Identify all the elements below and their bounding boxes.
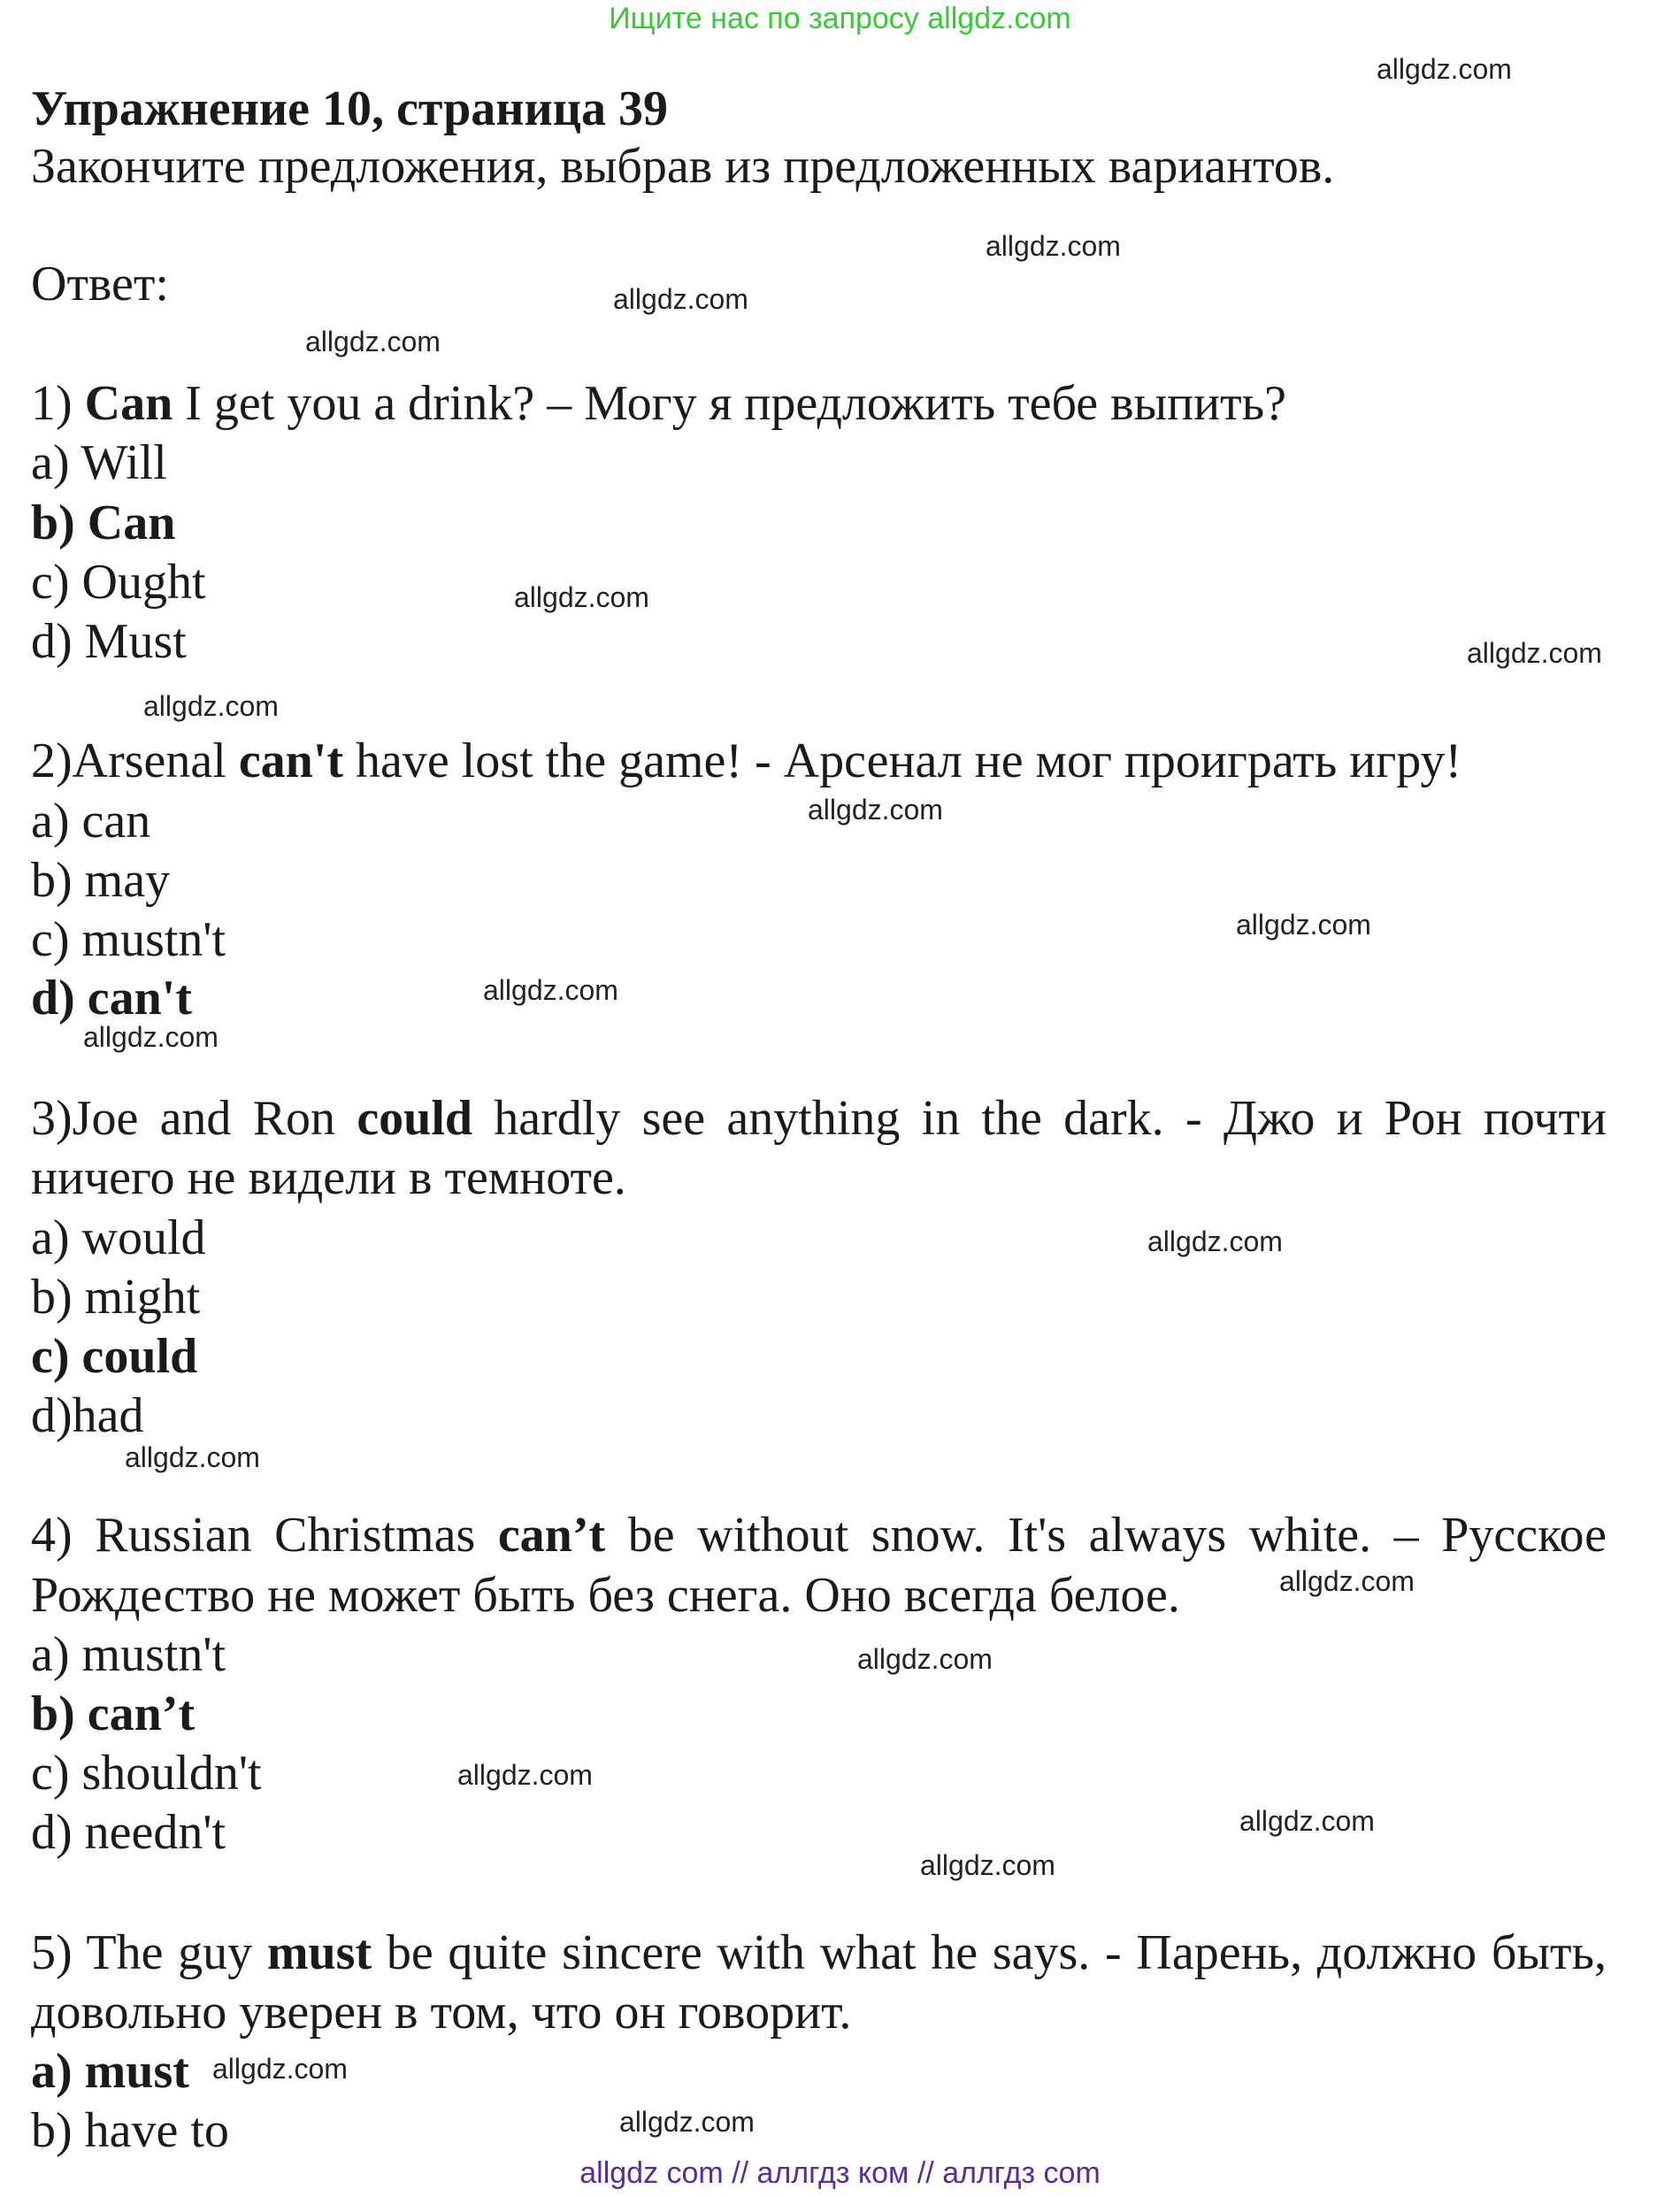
q4-option-d: d) needn't xyxy=(31,1805,226,1860)
answer-label: Ответ: xyxy=(31,257,169,311)
q2-option-c: c) mustn't xyxy=(31,912,226,967)
watermark: allgdz.com xyxy=(986,230,1121,262)
watermark: allgdz.com xyxy=(619,2106,755,2138)
q2-option-b: b) may xyxy=(31,853,171,908)
q1-option-b: b) Can xyxy=(31,495,176,550)
question-answer-word: could xyxy=(357,1091,473,1146)
q3-option-d: d)had xyxy=(31,1388,144,1443)
q5-option-b: b) have to xyxy=(31,2103,229,2158)
watermark: allgdz.com xyxy=(1377,53,1512,85)
instruction-text: Закончите предложения, выбрав из предложенных вариантов. xyxy=(31,139,1335,194)
watermark: allgdz.com xyxy=(808,794,943,826)
watermark: allgdz.com xyxy=(857,1643,993,1675)
watermark: allgdz.com xyxy=(212,2053,348,2085)
question-rest: be quite sincere with what he says. - Парень, должно быть, xyxy=(372,1925,1607,1980)
q3-option-c: c) could xyxy=(31,1329,198,1384)
q1-option-c: c) Ought xyxy=(31,555,206,610)
watermark: allgdz.com xyxy=(305,326,441,357)
question-4 xyxy=(31,1508,1607,1563)
watermark: allgdz.com xyxy=(1147,1225,1283,1257)
question-prefix: 1) xyxy=(31,376,85,431)
question-prefix: 5) The guy xyxy=(31,1925,267,1980)
q4-option-a: a) mustn't xyxy=(31,1627,226,1682)
question-rest: have lost the game! - Арсенал не мог проиграть игру! xyxy=(343,734,1462,788)
watermark: allgdz.com xyxy=(1239,1805,1375,1837)
q3-option-b: b) might xyxy=(31,1270,201,1325)
question-prefix: 2)Arsenal xyxy=(31,734,239,788)
question-answer-word: must xyxy=(266,1925,372,1980)
question-4-line-2: Рождество не может быть без снега. Оно всегда белое. xyxy=(31,1568,1180,1623)
watermark: allgdz.com xyxy=(1467,637,1602,669)
q3-option-a: a) would xyxy=(31,1210,206,1265)
search-banner[interactable]: Ищите нас по запросу allgdz.com xyxy=(609,2,1071,35)
question-3-line-2: ничего не видели в темноте. xyxy=(31,1150,626,1205)
watermark: allgdz.com xyxy=(1236,909,1371,941)
footer-links[interactable]: allgdz com // аллгдз ком // аллгдз com xyxy=(579,2156,1101,2190)
question-5-line-2: довольно уверен в том, что он говорит. xyxy=(31,1985,852,2040)
question-rest: hardly see anything in the dark. - Джо и Рон почти xyxy=(472,1091,1607,1146)
watermark: allgdz.com xyxy=(83,1021,219,1053)
question-2 xyxy=(31,736,1461,786)
watermark: allgdz.com xyxy=(920,1849,1055,1881)
question-5 xyxy=(31,1925,1607,1980)
question-rest: be without snow. It's always white. – Русское xyxy=(605,1508,1607,1563)
q4-option-b: b) can’t xyxy=(31,1686,196,1741)
question-answer-word: Can xyxy=(84,376,173,431)
watermark: allgdz.com xyxy=(125,1441,260,1473)
question-prefix: 4) Russian Christmas xyxy=(31,1508,498,1563)
watermark: allgdz.com xyxy=(457,1759,593,1791)
question-answer-word: can't xyxy=(238,734,344,788)
watermark: allgdz.com xyxy=(483,974,618,1006)
q5-option-a: a) must xyxy=(31,2044,189,2099)
watermark: allgdz.com xyxy=(143,690,279,722)
q4-option-c: c) shouldn't xyxy=(31,1746,262,1801)
question-rest: I get you a drink? – Могу я предложить тебе выпить? xyxy=(173,376,1286,431)
question-3 xyxy=(31,1091,1607,1146)
question-answer-word: can’t xyxy=(497,1508,606,1563)
q1-option-d: d) Must xyxy=(31,614,187,669)
question-1 xyxy=(31,376,1286,431)
watermark: allgdz.com xyxy=(514,581,649,613)
q2-option-d: d) can't xyxy=(31,971,192,1026)
watermark: allgdz.com xyxy=(613,283,748,315)
q2-option-a: a) can xyxy=(31,794,151,849)
q1-option-a: a) Will xyxy=(31,435,167,490)
question-prefix: 3)Joe and Ron xyxy=(31,1091,357,1146)
exercise-title: Упражнение 10, страница 39 xyxy=(31,81,669,136)
watermark: allgdz.com xyxy=(1279,1565,1415,1597)
